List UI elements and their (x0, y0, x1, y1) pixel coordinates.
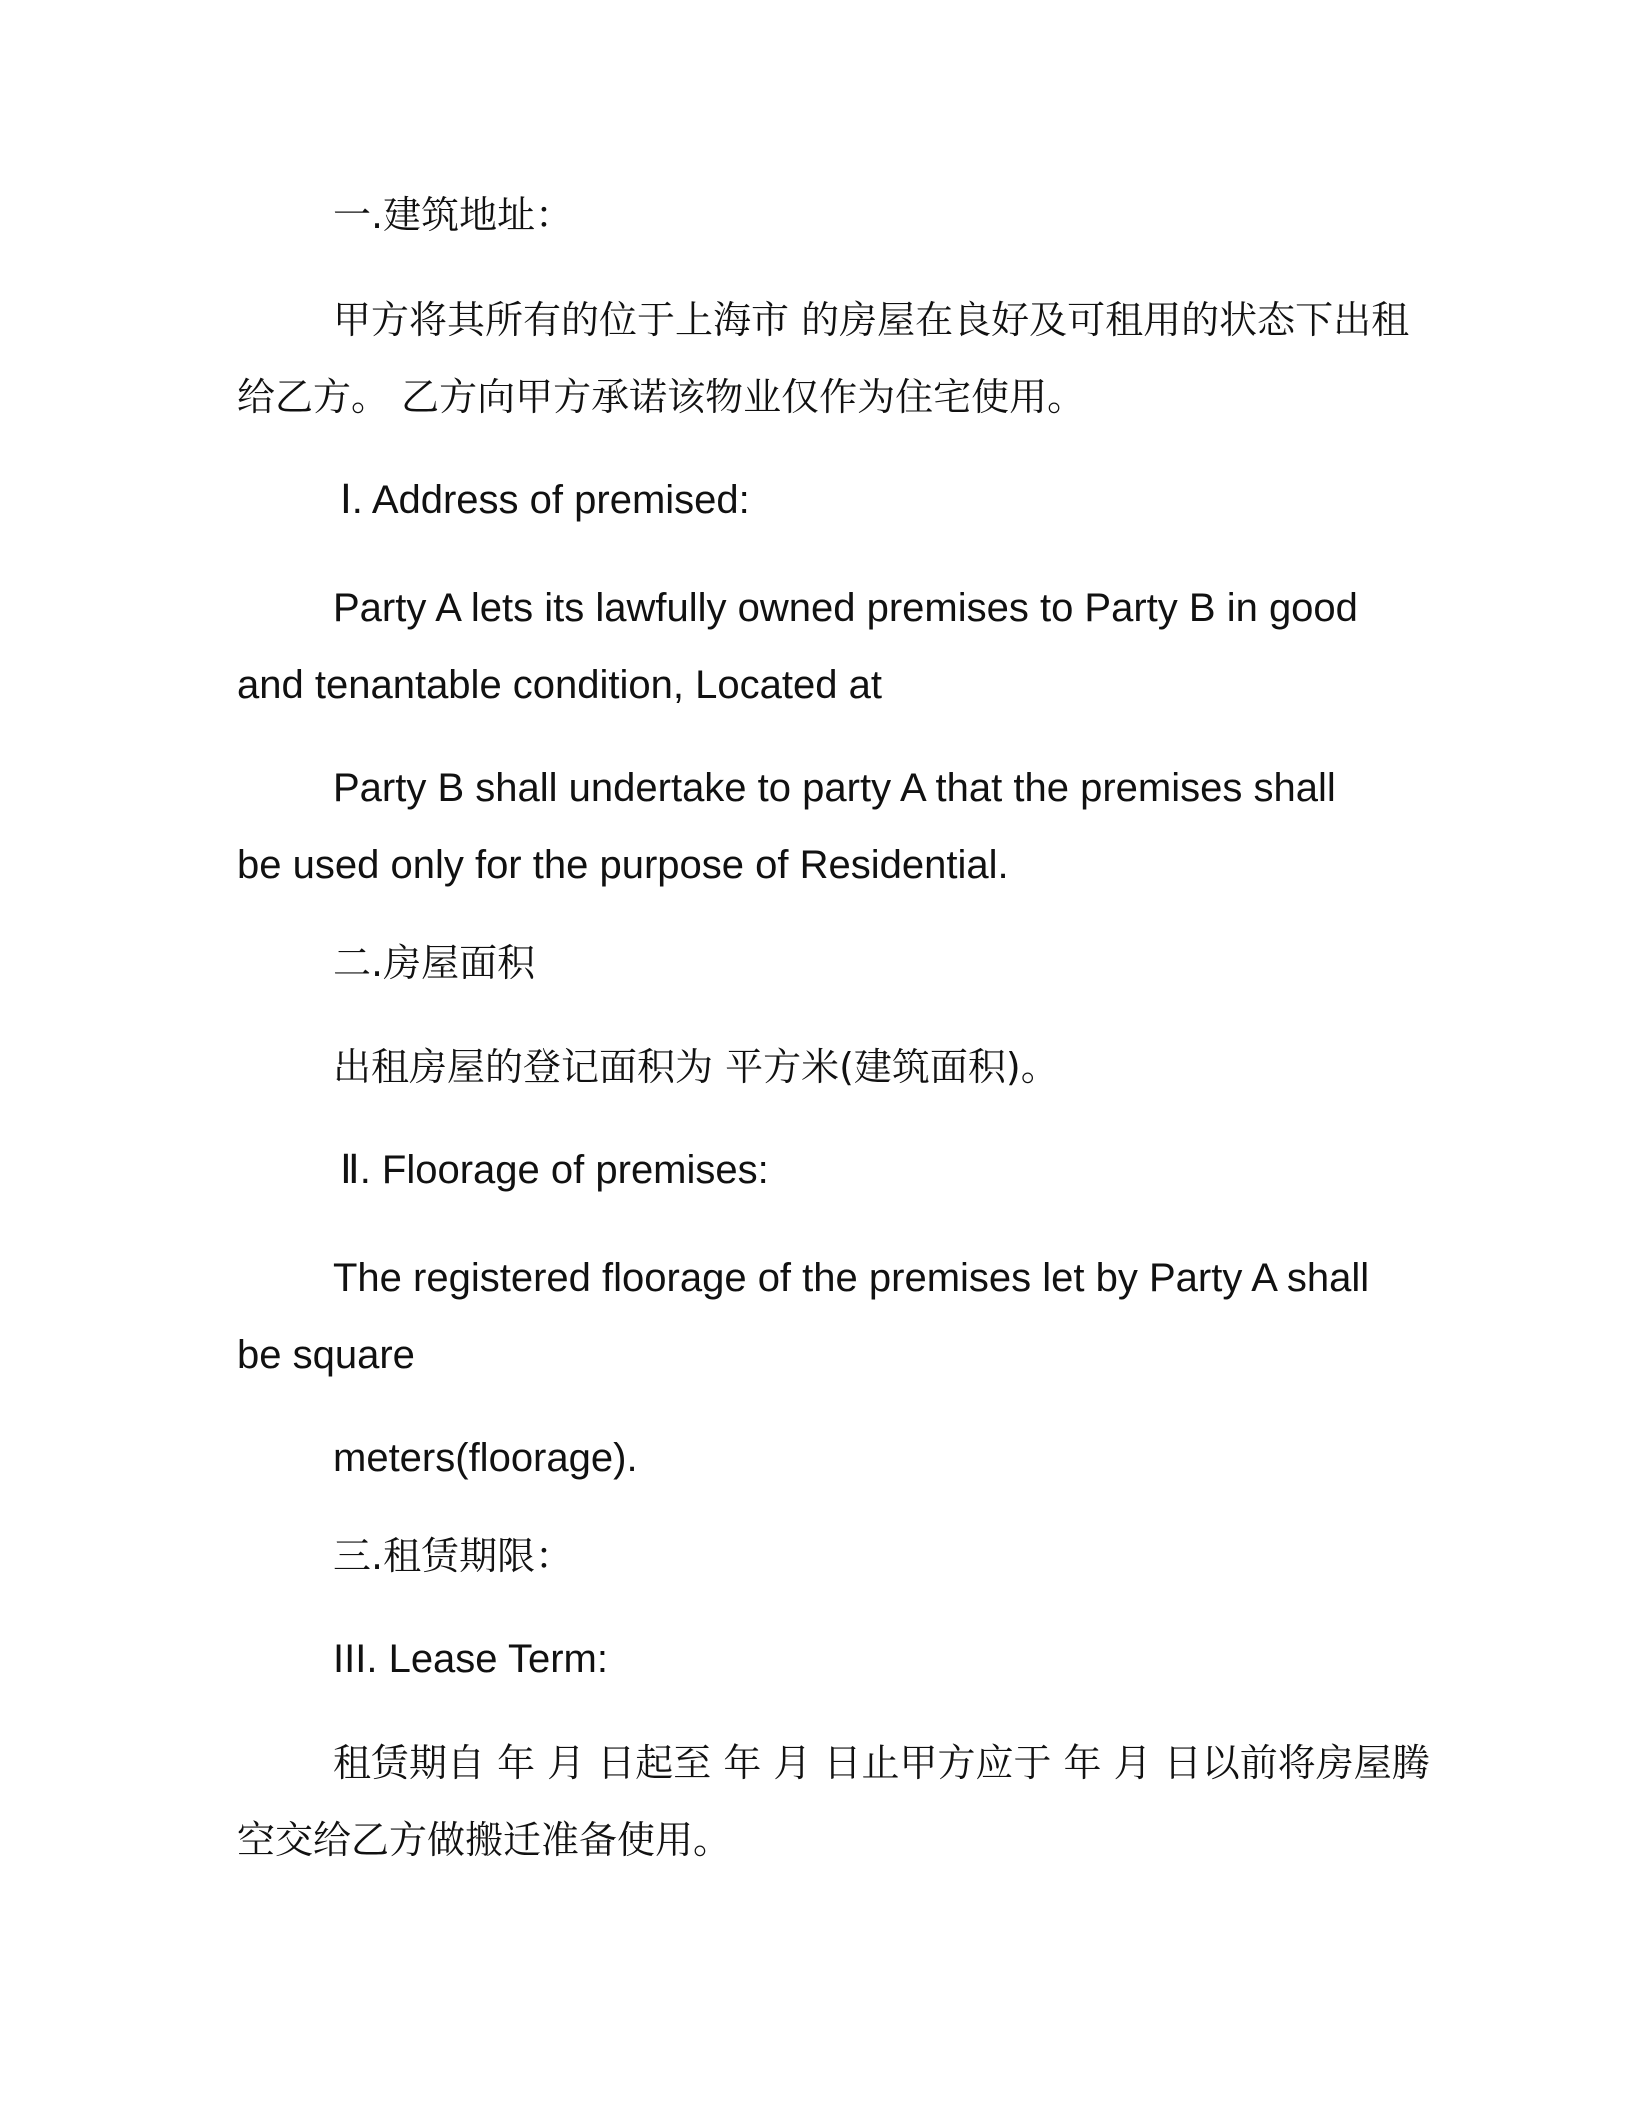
section3-paragraph-cn-line2: 空交给乙方做搬迁准备使用。 (237, 1818, 732, 1862)
section3-paragraph-cn-line1: 租赁期自 年 月 日起至 年 月 日止甲方应于 年 月 日以前将房屋腾 (333, 1741, 1430, 1785)
section2-paragraph-en-line2: be square (237, 1333, 415, 1377)
section2-heading-cn: 二.房屋面积 (333, 941, 536, 985)
section1-paragraph-en2-line2: be used only for the purpose of Residential. (237, 843, 1009, 887)
section1-heading-en: Ⅰ. Address of premised: (340, 478, 750, 522)
section2-paragraph-en-line3: meters(floorage). (333, 1436, 638, 1480)
section2-paragraph-cn: 出租房屋的登记面积为 平方米(建筑面积)。 (333, 1045, 1059, 1089)
section1-paragraph-en2-line1: Party B shall undertake to party A that the premises shall (333, 766, 1336, 810)
section2-heading-en: Ⅱ. Floorage of premises: (340, 1148, 769, 1192)
section3-heading-cn: 三.租赁期限： (333, 1534, 574, 1578)
section1-paragraph-en1-line1: Party A lets its lawfully owned premises to Party B in good (333, 586, 1358, 630)
section1-paragraph-en1-line2: and tenantable condition, Located at (237, 663, 882, 707)
section1-heading-cn: 一.建筑地址： (333, 193, 574, 237)
section2-paragraph-en-line1: The registered floorage of the premises let by Party A shall (333, 1256, 1370, 1300)
section1-paragraph-cn-line2: 给乙方。 乙方向甲方承诺该物业仅作为住宅使用。 (237, 375, 1086, 419)
section3-heading-en: III. Lease Term: (333, 1637, 608, 1681)
section1-paragraph-cn-line1: 甲方将其所有的位于上海市 的房屋在良好及可租用的状态下出租 (333, 298, 1410, 342)
